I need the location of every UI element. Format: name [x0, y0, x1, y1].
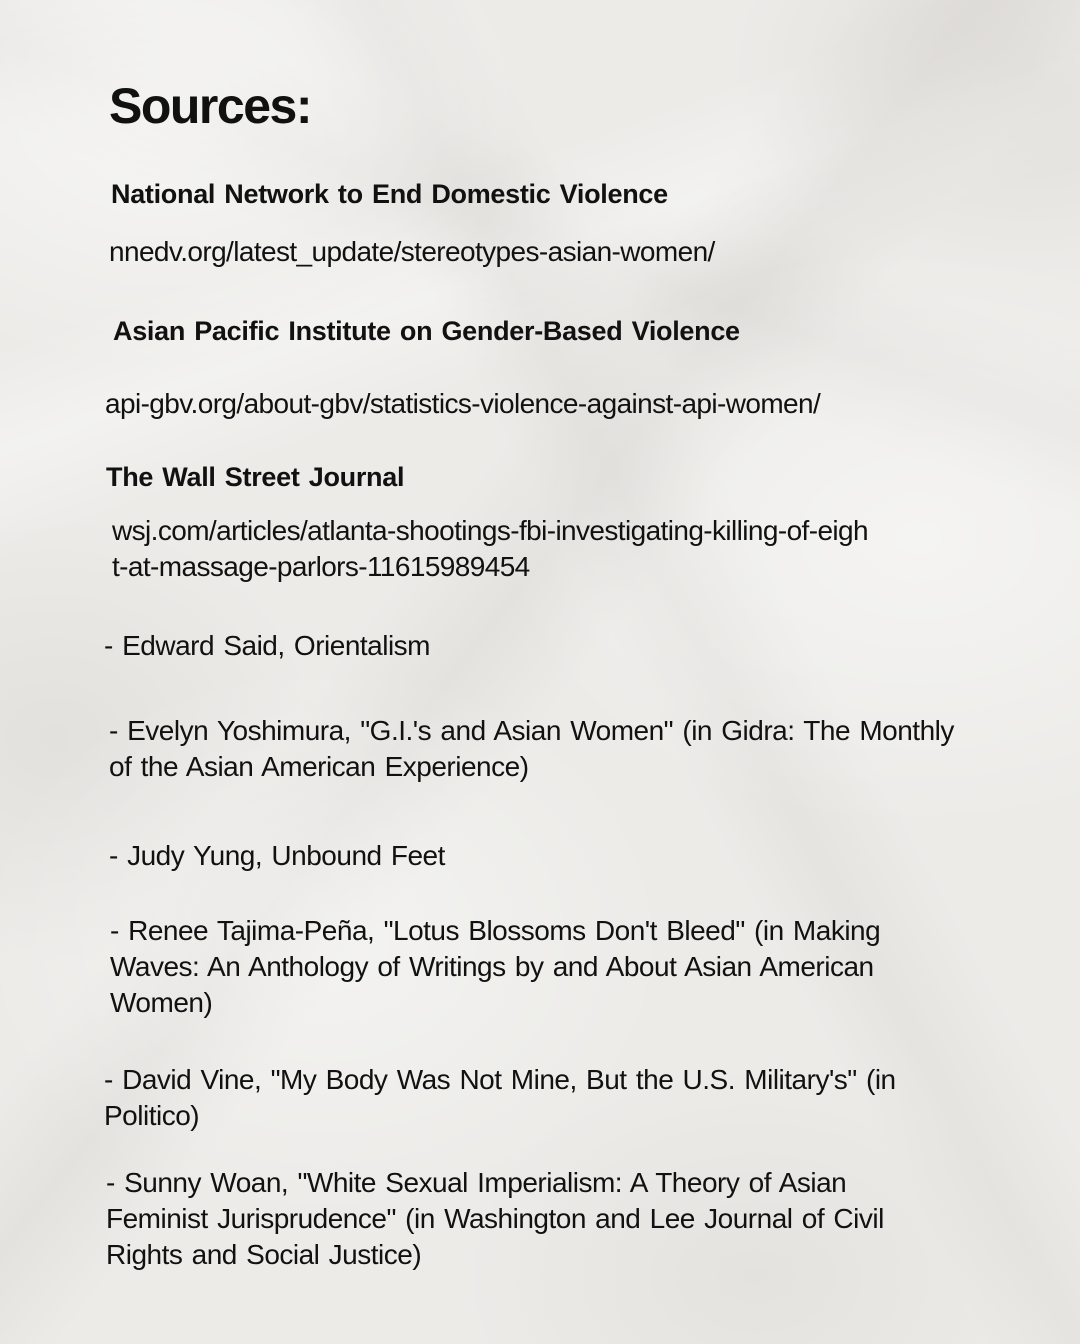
- reference-line: Waves: An Anthology of Writings by and About Asian American: [110, 951, 874, 982]
- reference-line: of the Asian American Experience): [109, 751, 529, 782]
- reference-yung: [109, 838, 445, 874]
- source-heading-nnedv: National Network to End Domestic Violence: [111, 179, 668, 209]
- reference-said: [104, 628, 430, 664]
- reference-line: - Sunny Woan, "White Sexual Imperialism: A Theory of Asian: [106, 1167, 847, 1198]
- source-url-nnedv: nnedv.org/latest_update/stereotypes-asian-women/: [109, 236, 715, 267]
- reference-woan: [106, 1165, 884, 1273]
- page-title: Sources:: [109, 78, 311, 134]
- reference-yoshimura: [109, 713, 954, 785]
- reference-line: - Evelyn Yoshimura, "G.I.'s and Asian Women" (in Gidra: The Monthly: [109, 715, 954, 746]
- reference-line: - Renee Tajima-Peña, "Lotus Blossoms Don't Bleed" (in Making: [110, 915, 881, 946]
- reference-line: - David Vine, "My Body Was Not Mine, But the U.S. Military's" (in: [104, 1064, 896, 1095]
- reference-line: Feminist Jurisprudence" (in Washington and Lee Journal of Civil: [106, 1203, 884, 1234]
- source-heading-api-gbv: Asian Pacific Institute on Gender-Based Violence: [113, 316, 740, 346]
- source-heading-wsj: The Wall Street Journal: [106, 462, 405, 492]
- reference-line: - Edward Said, Orientalism: [104, 630, 431, 661]
- reference-line: Politico): [104, 1100, 200, 1131]
- reference-vine: [104, 1062, 896, 1134]
- source-url-wsj-line-2: t-at-massage-parlors-11615989454: [112, 551, 530, 582]
- reference-tajima-pena: [110, 913, 880, 1021]
- source-url-wsj-line-1: wsj.com/articles/atlanta-shootings-fbi-investigating-killing-of-eigh: [112, 515, 868, 546]
- reference-line: Women): [110, 987, 213, 1018]
- source-url-api-gbv: api-gbv.org/about-gbv/statistics-violence-against-api-women/: [105, 388, 821, 419]
- reference-line: Rights and Social Justice): [106, 1239, 422, 1270]
- reference-line: - Judy Yung, Unbound Feet: [109, 840, 445, 871]
- source-url-wsj: [112, 513, 868, 585]
